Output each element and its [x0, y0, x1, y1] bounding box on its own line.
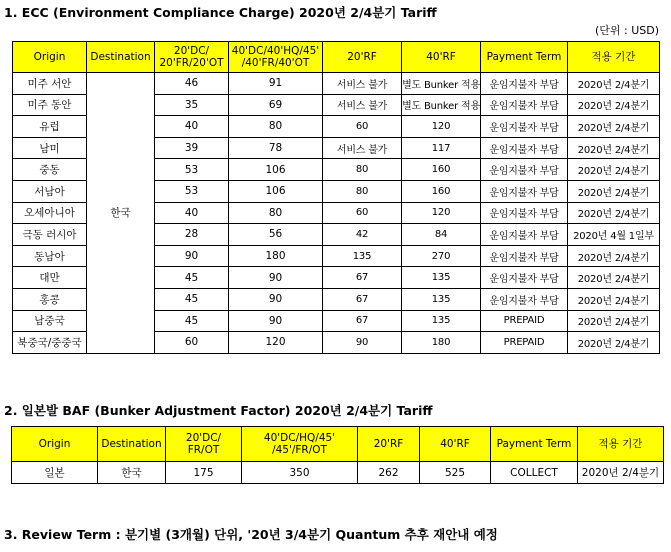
cell-40dc: 91: [229, 73, 323, 95]
cell-40rf: 180: [402, 332, 481, 354]
cell-origin: 오세아니아: [13, 202, 87, 224]
header-20dc: 20'DC/ 20'FR/20'OT: [155, 42, 229, 73]
cell-20rf: 60: [323, 202, 402, 224]
cell-period: 2020년 2/4분기: [568, 288, 660, 310]
cell-20dc: 45: [155, 310, 229, 332]
section2-title: 2. 일본발 BAF (Bunker Adjustment Factor) 2020년 2/4분기 Tariff: [4, 403, 433, 418]
cell-40dc: 106: [229, 159, 323, 181]
cell-40rf: 160: [402, 180, 481, 202]
cell-20rf: 80: [323, 180, 402, 202]
cell-20dc: 175: [166, 462, 242, 484]
cell-period: 2020년 2/4분기: [568, 73, 660, 95]
cell-payment-term: 운임지불자 부담: [481, 245, 568, 267]
header-origin: Origin: [13, 42, 87, 73]
cell-40rf: 135: [402, 267, 481, 289]
cell-period: 2020년 2/4분기: [568, 94, 660, 116]
cell-origin: 서남아: [13, 180, 87, 202]
cell-40dc: 56: [229, 224, 323, 246]
cell-payment-term: 운임지불자 부담: [481, 180, 568, 202]
cell-20dc: 39: [155, 137, 229, 159]
header-period: 적용 기간: [568, 42, 660, 73]
cell-period: 2020년 2/4분기: [568, 332, 660, 354]
cell-40rf: 별도 Bunker 적용: [402, 94, 481, 116]
cell-40rf: 135: [402, 288, 481, 310]
table-row: [12, 462, 664, 484]
cell-40dc: 90: [229, 288, 323, 310]
cell-20dc: 45: [155, 267, 229, 289]
cell-payment-term: 운임지불자 부담: [481, 116, 568, 138]
cell-20rf: 서비스 불가: [323, 137, 402, 159]
cell-origin: 일본: [12, 462, 98, 484]
cell-period: 2020년 2/4분기: [568, 310, 660, 332]
table-header-row: [12, 427, 664, 462]
cell-40dc: 180: [229, 245, 323, 267]
cell-20dc: 28: [155, 224, 229, 246]
cell-40dc: 78: [229, 137, 323, 159]
cell-40dc: 90: [229, 267, 323, 289]
cell-20dc: 60: [155, 332, 229, 354]
cell-period: 2020년 2/4분기: [568, 180, 660, 202]
cell-payment-term: 운임지불자 부담: [481, 73, 568, 95]
cell-period: 2020년 2/4분기: [568, 137, 660, 159]
table-header-row: [13, 42, 660, 73]
cell-20dc: 90: [155, 245, 229, 267]
cell-20dc: 35: [155, 94, 229, 116]
cell-20dc: 53: [155, 180, 229, 202]
cell-period: 2020년 2/4분기: [568, 202, 660, 224]
header-destination: Destination: [87, 42, 155, 73]
cell-payment-term: 운임지불자 부담: [481, 94, 568, 116]
cell-20rf: 67: [323, 288, 402, 310]
cell-40dc: 69: [229, 94, 323, 116]
header-20rf: 20'RF: [323, 42, 402, 73]
cell-payment-term: 운임지불자 부담: [481, 159, 568, 181]
cell-40rf: 117: [402, 137, 481, 159]
cell-destination: 한국: [87, 73, 155, 354]
cell-period: 2020년 4월 1일부: [568, 224, 660, 246]
cell-40rf: 270: [402, 245, 481, 267]
cell-origin: 홍콩: [13, 288, 87, 310]
ecc-tariff-table: [12, 41, 660, 354]
cell-20rf: 서비스 불가: [323, 94, 402, 116]
cell-origin: 중동: [13, 159, 87, 181]
cell-20rf: 80: [323, 159, 402, 181]
cell-destination: 한국: [98, 462, 166, 484]
cell-20rf: 90: [323, 332, 402, 354]
header-payment-term: Payment Term: [491, 427, 578, 462]
cell-payment-term: 운임지불자 부담: [481, 224, 568, 246]
cell-origin: 유럽: [13, 116, 87, 138]
cell-20rf: 135: [323, 245, 402, 267]
header-period: 적용 기간: [578, 427, 664, 462]
cell-40rf: 별도 Bunker 적용: [402, 73, 481, 95]
cell-40dc: 90: [229, 310, 323, 332]
section1-title: 1. ECC (Environment Compliance Charge) 2020년 2/4분기 Tariff: [4, 5, 437, 20]
cell-40rf: 120: [402, 116, 481, 138]
cell-40rf: 160: [402, 159, 481, 181]
baf-tariff-table: [11, 426, 664, 484]
cell-payment-term: 운임지불자 부담: [481, 202, 568, 224]
cell-payment-term: COLLECT: [491, 462, 578, 484]
cell-period: 2020년 2/4분기: [568, 159, 660, 181]
cell-20dc: 40: [155, 116, 229, 138]
cell-40dc: 120: [229, 332, 323, 354]
cell-40rf: 525: [420, 462, 491, 484]
cell-origin: 동남아: [13, 245, 87, 267]
cell-20rf: 262: [358, 462, 420, 484]
table-row: [13, 73, 660, 95]
header-40rf: 40'RF: [402, 42, 481, 73]
cell-payment-term: 운임지불자 부담: [481, 137, 568, 159]
cell-origin: 대만: [13, 267, 87, 289]
cell-20rf: 67: [323, 267, 402, 289]
header-origin: Origin: [12, 427, 98, 462]
cell-period: 2020년 2/4분기: [568, 116, 660, 138]
cell-40rf: 84: [402, 224, 481, 246]
cell-40dc: 80: [229, 202, 323, 224]
cell-20rf: 67: [323, 310, 402, 332]
cell-20dc: 53: [155, 159, 229, 181]
header-40rf: 40'RF: [420, 427, 491, 462]
cell-40dc: 350: [242, 462, 358, 484]
cell-period: 2020년 2/4분기: [568, 267, 660, 289]
header-40dc: 40'DC/HQ/45' /45'/FR/OT: [242, 427, 358, 462]
cell-origin: 남중국: [13, 310, 87, 332]
cell-period: 2020년 2/4분기: [568, 245, 660, 267]
cell-20dc: 45: [155, 288, 229, 310]
header-20rf: 20'RF: [358, 427, 420, 462]
header-20dc: 20'DC/ FR/OT: [166, 427, 242, 462]
cell-origin: 극동 러시아: [13, 224, 87, 246]
cell-20rf: 42: [323, 224, 402, 246]
header-payment-term: Payment Term: [481, 42, 568, 73]
cell-origin: 남미: [13, 137, 87, 159]
cell-period: 2020년 2/4분기: [578, 462, 664, 484]
cell-20dc: 46: [155, 73, 229, 95]
cell-40rf: 135: [402, 310, 481, 332]
unit-label: (단위 : USD): [594, 24, 659, 37]
cell-origin: 미주 동안: [13, 94, 87, 116]
cell-origin: 북중국/중중국: [13, 332, 87, 354]
cell-payment-term: 운임지불자 부담: [481, 267, 568, 289]
cell-40dc: 80: [229, 116, 323, 138]
header-destination: Destination: [98, 427, 166, 462]
cell-40rf: 120: [402, 202, 481, 224]
header-40dc: 40'DC/40'HQ/45' /40'FR/40'OT: [229, 42, 323, 73]
cell-20dc: 40: [155, 202, 229, 224]
cell-payment-term: PREPAID: [481, 332, 568, 354]
cell-40dc: 106: [229, 180, 323, 202]
cell-payment-term: PREPAID: [481, 310, 568, 332]
cell-origin: 미주 서안: [13, 73, 87, 95]
cell-payment-term: 운임지불자 부담: [481, 288, 568, 310]
cell-20rf: 60: [323, 116, 402, 138]
cell-20rf: 서비스 불가: [323, 73, 402, 95]
section3-title: 3. Review Term : 분기별 (3개월) 단위, '20년 3/4분기 Quantum 추후 재안내 예정: [4, 527, 498, 542]
